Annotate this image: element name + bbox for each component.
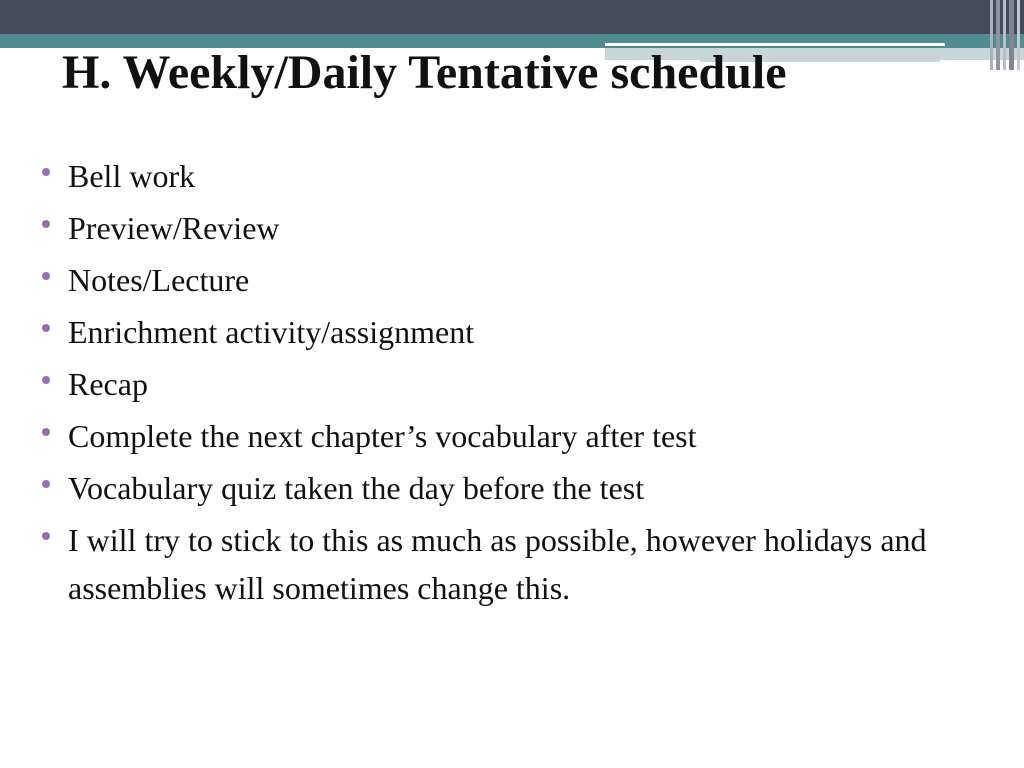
bullet-text: Enrichment activity/assignment — [68, 314, 475, 350]
bullet-item — [42, 256, 962, 304]
bullet-dot-icon — [42, 532, 50, 540]
bullet-dot-icon — [42, 272, 50, 280]
bullet-dot-icon — [42, 376, 50, 384]
bullet-dot-icon — [42, 168, 50, 176]
bullet-item — [42, 412, 962, 460]
bullet-item — [42, 360, 962, 408]
bullet-item — [42, 464, 962, 512]
bullet-text: I will try to stick to this as much as possible, however holidays and assemblies will sometimes change this. — [68, 522, 927, 606]
bullet-item — [42, 204, 962, 252]
bullet-dot-icon — [42, 480, 50, 488]
bullet-item — [42, 308, 962, 356]
bullet-text: Vocabulary quiz taken the day before the test — [68, 470, 645, 506]
bullet-item — [42, 516, 962, 612]
bullet-text: Complete the next chapter’s vocabulary after test — [68, 418, 697, 454]
bullet-list — [42, 152, 962, 616]
header-corner-strips — [990, 0, 1024, 70]
header-band-dark — [0, 0, 1024, 34]
bullet-dot-icon — [42, 324, 50, 332]
bullet-item — [42, 152, 962, 200]
bullet-text: Notes/Lecture — [68, 262, 250, 298]
bullet-dot-icon — [42, 428, 50, 436]
bullet-text: Recap — [68, 366, 148, 402]
bullet-dot-icon — [42, 220, 50, 228]
bullet-text: Bell work — [68, 158, 196, 194]
bullet-text: Preview/Review — [68, 210, 280, 246]
slide-title: H. Weekly/Daily Tentative schedule — [62, 46, 787, 99]
